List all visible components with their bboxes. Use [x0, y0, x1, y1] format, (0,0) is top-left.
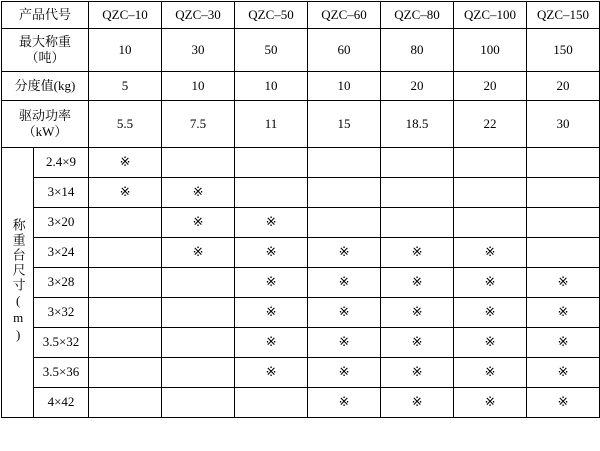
row-size-8	[2, 358, 600, 388]
mark-icon: ※	[338, 304, 350, 320]
cell-division-6: 20	[454, 72, 527, 101]
cell-size-9-model-5	[381, 388, 454, 418]
cell-max-weight-2: 30	[162, 29, 235, 72]
mark-icon: ※	[411, 304, 423, 320]
mark-icon: ※	[411, 244, 423, 260]
row-label-max-weight	[2, 29, 89, 72]
cell-size-7-model-6	[454, 328, 527, 358]
header-model-7: QZC–150	[527, 2, 600, 29]
cell-size-2-model-1	[89, 178, 162, 208]
cell-size-6-model-7	[527, 298, 600, 328]
row-size-9	[2, 388, 600, 418]
cell-size-4-model-2	[162, 238, 235, 268]
cell-max-weight-3: 50	[235, 29, 308, 72]
row-size-5	[2, 268, 600, 298]
cell-size-5-model-6	[454, 268, 527, 298]
cell-size-2-model-3	[235, 178, 308, 208]
cell-max-weight-1: 10	[89, 29, 162, 72]
cell-size-label-6: 3×32	[34, 298, 89, 328]
cell-power-4: 15	[308, 101, 381, 148]
cell-size-8-model-1	[89, 358, 162, 388]
cell-size-9-model-3	[235, 388, 308, 418]
cell-size-8-model-7	[527, 358, 600, 388]
cell-size-3-model-3	[235, 208, 308, 238]
cell-size-3-model-7	[527, 208, 600, 238]
cell-size-7-model-7	[527, 328, 600, 358]
row-max-weight	[2, 29, 600, 72]
cell-size-7-model-1	[89, 328, 162, 358]
row-label-drive-power	[2, 101, 89, 148]
mark-icon: ※	[265, 244, 277, 260]
cell-division-4: 10	[308, 72, 381, 101]
cell-size-4-model-1	[89, 238, 162, 268]
header-model-2: QZC–30	[162, 2, 235, 29]
row-label-max-weight-line2: （吨）	[25, 50, 65, 65]
mark-icon: ※	[484, 304, 496, 320]
cell-size-6-model-3	[235, 298, 308, 328]
row-size-1	[2, 148, 600, 178]
cell-size-5-model-1	[89, 268, 162, 298]
row-label-division-value: 分度值(kg)	[2, 72, 89, 101]
cell-size-5-model-2	[162, 268, 235, 298]
cell-size-4-model-7	[527, 238, 600, 268]
cell-division-1: 5	[89, 72, 162, 101]
cell-size-3-model-2	[162, 208, 235, 238]
mark-icon: ※	[557, 334, 569, 350]
cell-size-1-model-4	[308, 148, 381, 178]
cell-size-1-model-5	[381, 148, 454, 178]
mark-icon: ※	[411, 274, 423, 290]
header-model-3: QZC–50	[235, 2, 308, 29]
cell-size-label-1: 2.4×9	[34, 148, 89, 178]
row-label-max-weight-line1: 最大称重	[19, 33, 72, 49]
header-product-code: 产品代号	[2, 2, 89, 29]
mark-icon: ※	[484, 334, 496, 350]
row-label-platform-size-text: 称重台尺寸(m)	[10, 217, 26, 344]
mark-icon: ※	[265, 214, 277, 230]
mark-icon: ※	[265, 364, 277, 380]
cell-size-9-model-7	[527, 388, 600, 418]
cell-size-5-model-5	[381, 268, 454, 298]
cell-size-6-model-6	[454, 298, 527, 328]
cell-size-2-model-5	[381, 178, 454, 208]
cell-size-8-model-6	[454, 358, 527, 388]
cell-size-7-model-3	[235, 328, 308, 358]
mark-icon: ※	[557, 274, 569, 290]
cell-power-1: 5.5	[89, 101, 162, 148]
cell-power-6: 22	[454, 101, 527, 148]
cell-size-4-model-3	[235, 238, 308, 268]
product-spec-table	[1, 1, 600, 418]
cell-size-1-model-1	[89, 148, 162, 178]
mark-icon: ※	[557, 364, 569, 380]
cell-size-6-model-4	[308, 298, 381, 328]
row-size-3	[2, 208, 600, 238]
cell-power-5: 18.5	[381, 101, 454, 148]
mark-icon: ※	[484, 274, 496, 290]
mark-icon: ※	[265, 334, 277, 350]
cell-max-weight-6: 100	[454, 29, 527, 72]
cell-size-4-model-4	[308, 238, 381, 268]
cell-size-3-model-6	[454, 208, 527, 238]
cell-division-5: 20	[381, 72, 454, 101]
cell-size-1-model-2	[162, 148, 235, 178]
header-model-1: QZC–10	[89, 2, 162, 29]
cell-division-3: 10	[235, 72, 308, 101]
cell-size-6-model-2	[162, 298, 235, 328]
cell-division-2: 10	[162, 72, 235, 101]
cell-max-weight-5: 80	[381, 29, 454, 72]
row-label-drive-power-line2: （kW）	[22, 124, 68, 139]
mark-icon: ※	[119, 154, 131, 170]
header-model-5: QZC–80	[381, 2, 454, 29]
cell-size-6-model-5	[381, 298, 454, 328]
mark-icon: ※	[338, 394, 350, 410]
cell-size-2-model-7	[527, 178, 600, 208]
cell-size-4-model-6	[454, 238, 527, 268]
cell-division-7: 20	[527, 72, 600, 101]
mark-icon: ※	[484, 364, 496, 380]
cell-max-weight-7: 150	[527, 29, 600, 72]
cell-size-3-model-1	[89, 208, 162, 238]
row-size-7	[2, 328, 600, 358]
cell-power-7: 30	[527, 101, 600, 148]
mark-icon: ※	[338, 274, 350, 290]
mark-icon: ※	[192, 214, 204, 230]
mark-icon: ※	[192, 184, 204, 200]
cell-size-4-model-5	[381, 238, 454, 268]
mark-icon: ※	[557, 394, 569, 410]
cell-size-7-model-5	[381, 328, 454, 358]
cell-size-6-model-1	[89, 298, 162, 328]
mark-icon: ※	[265, 304, 277, 320]
mark-icon: ※	[338, 364, 350, 380]
cell-size-9-model-2	[162, 388, 235, 418]
mark-icon: ※	[411, 334, 423, 350]
mark-icon: ※	[338, 244, 350, 260]
cell-size-7-model-2	[162, 328, 235, 358]
cell-size-8-model-5	[381, 358, 454, 388]
row-label-drive-power-line1: 驱动功率	[19, 107, 72, 123]
cell-size-1-model-3	[235, 148, 308, 178]
cell-size-label-5: 3×28	[34, 268, 89, 298]
row-division-value	[2, 72, 600, 101]
mark-icon: ※	[411, 394, 423, 410]
cell-power-2: 7.5	[162, 101, 235, 148]
cell-size-label-4: 3×24	[34, 238, 89, 268]
cell-size-7-model-4	[308, 328, 381, 358]
cell-size-8-model-3	[235, 358, 308, 388]
cell-size-5-model-4	[308, 268, 381, 298]
row-drive-power	[2, 101, 600, 148]
mark-icon: ※	[484, 244, 496, 260]
mark-icon: ※	[484, 394, 496, 410]
mark-icon: ※	[557, 304, 569, 320]
cell-size-label-8: 3.5×36	[34, 358, 89, 388]
row-size-2	[2, 178, 600, 208]
cell-size-label-3: 3×20	[34, 208, 89, 238]
mark-icon: ※	[338, 334, 350, 350]
cell-size-label-2: 3×14	[34, 178, 89, 208]
spec-table-page	[0, 1, 600, 451]
cell-size-label-7: 3.5×32	[34, 328, 89, 358]
cell-size-2-model-2	[162, 178, 235, 208]
cell-size-3-model-5	[381, 208, 454, 238]
cell-size-9-model-4	[308, 388, 381, 418]
row-label-platform-size	[2, 148, 34, 418]
cell-size-label-9: 4×42	[34, 388, 89, 418]
cell-size-9-model-6	[454, 388, 527, 418]
cell-size-2-model-4	[308, 178, 381, 208]
cell-size-8-model-2	[162, 358, 235, 388]
cell-size-5-model-7	[527, 268, 600, 298]
cell-size-5-model-3	[235, 268, 308, 298]
cell-size-2-model-6	[454, 178, 527, 208]
mark-icon: ※	[411, 364, 423, 380]
cell-max-weight-4: 60	[308, 29, 381, 72]
cell-size-3-model-4	[308, 208, 381, 238]
row-size-4	[2, 238, 600, 268]
mark-icon: ※	[119, 184, 131, 200]
header-model-4: QZC–60	[308, 2, 381, 29]
header-model-6: QZC–100	[454, 2, 527, 29]
cell-size-1-model-6	[454, 148, 527, 178]
table-header-row	[2, 2, 600, 29]
mark-icon: ※	[192, 244, 204, 260]
cell-size-1-model-7	[527, 148, 600, 178]
cell-power-3: 11	[235, 101, 308, 148]
row-size-6	[2, 298, 600, 328]
cell-size-9-model-1	[89, 388, 162, 418]
cell-size-8-model-4	[308, 358, 381, 388]
mark-icon: ※	[265, 274, 277, 290]
